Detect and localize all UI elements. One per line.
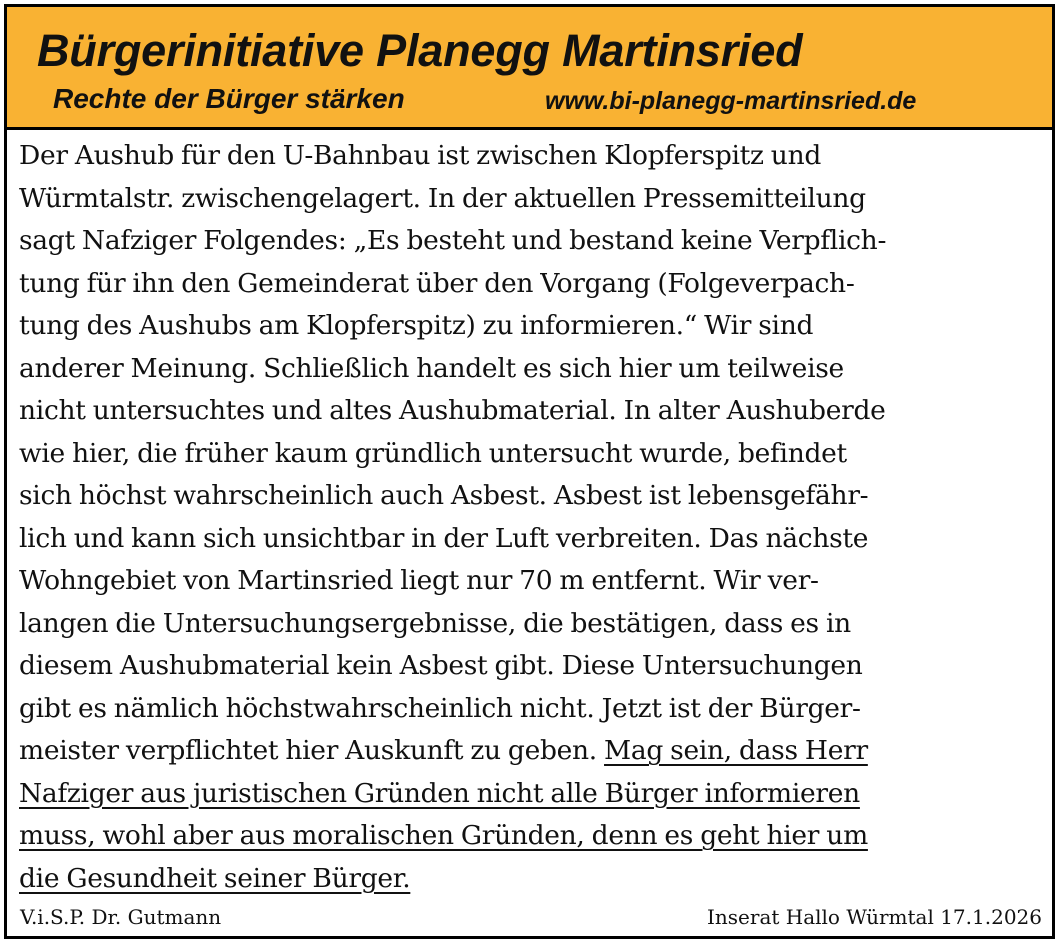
body-line: sich höchst wahrscheinlich auch Asbest. Asbest ist lebensgefähr- [19,480,869,511]
publication-source: Inserat Hallo Würmtal 17.1.2026 [707,905,1042,929]
body-line: wie hier, die früher kaum gründlich untersucht wurde, befindet [19,437,847,469]
underlined-statement-line: die Gesundheit seiner Bürger. [19,862,411,894]
body-line: tung des Aushubs am Klopferspitz) zu informieren.“ Wir sind [19,310,814,341]
organization-title: Bürgerinitiative Planegg Martinsried [37,25,803,76]
body-line: anderer Meinung. Schließlich handelt es sich hier um teilweise [19,352,844,384]
body-line: Wohngebiet von Martinsried liegt nur 70 m entfernt. Wir ver- [19,565,819,596]
body-line: tung für ihn den Gemeinderat über den Vorgang (Folgeverpach- [19,267,855,299]
advertisement-frame [4,4,1055,939]
body-line: diesem Aushubmaterial kein Asbest gibt. Diese Untersuchungen [19,650,863,681]
article-body [19,135,1043,900]
underlined-statement-start: Mag sein, dass Herr [604,735,868,766]
body-line: nicht untersuchtes und altes Aushubmaterial. In alter Aushuberde [19,395,886,426]
slogan: Rechte der Bürger stärken [53,83,405,114]
body-line-mixed [19,730,1043,773]
body-line: lich und kann sich unsichtbar in der Luft verbreiten. Das nächste [19,522,869,554]
header-banner [7,7,1052,130]
body-line: langen die Untersuchungsergebnisse, die bestätigen, dass es in [19,607,851,639]
body-line: gibt es nämlich höchstwahrscheinlich nicht. Jetzt ist der Bürger- [19,692,861,724]
underlined-statement-line: muss, wohl aber aus moralischen Gründen, denn es geht hier um [19,820,868,851]
underlined-statement-line: Nafziger aus juristischen Gründen nicht alle Bürger informieren [19,777,860,809]
body-line: Würmtalstr. zwischengelagert. In der aktuellen Pressemitteilung [19,182,866,214]
body-line-plain-part: meister verpflichtet hier Auskunft zu geben. [19,735,605,766]
underlined-statement-end-wrapper [19,858,1043,901]
body-line: Der Aushub für den U-Bahnbau ist zwischen Klopferspitz und [19,140,822,171]
body-line: sagt Nafziger Folgendes: „Es besteht und bestand keine Verpflich- [19,225,887,256]
website-url: www.bi-planegg-martinsried.de [545,87,917,115]
responsible-signature: V.i.S.P. Dr. Gutmann [20,905,222,929]
